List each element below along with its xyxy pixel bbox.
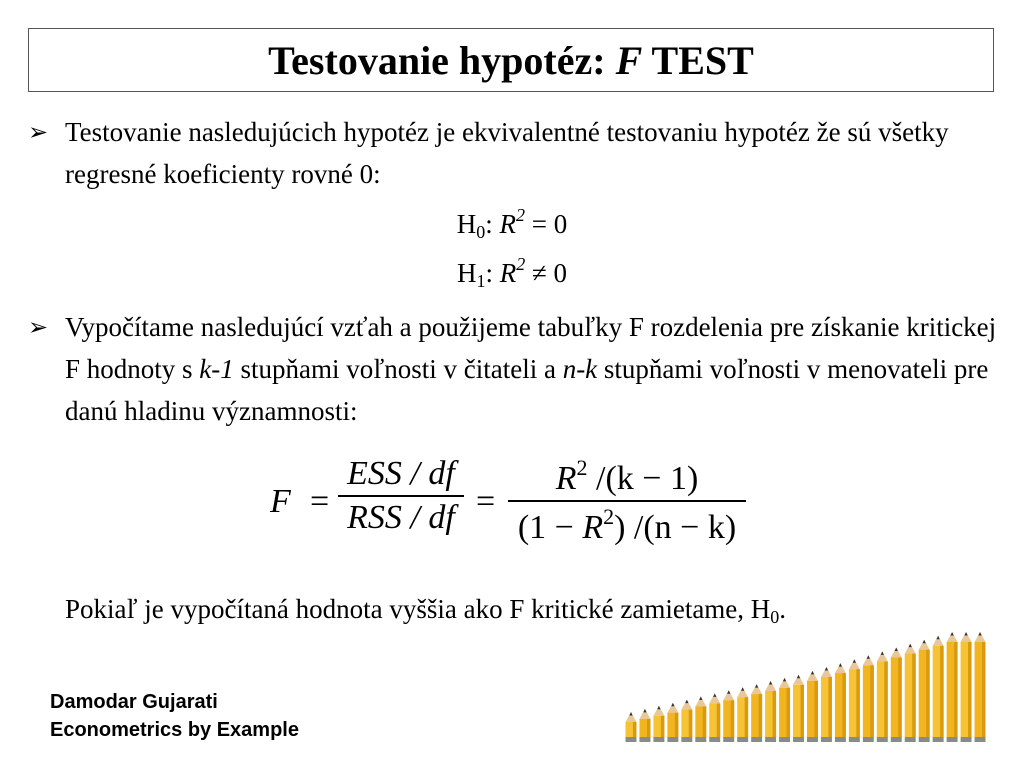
fraction-1-bar xyxy=(338,495,464,497)
pencil-shape xyxy=(975,632,986,742)
pencil-shape xyxy=(933,636,944,742)
hypothesis-h1 xyxy=(0,254,1024,292)
title-italic-f: F xyxy=(615,37,643,83)
pencil-shape xyxy=(807,671,818,742)
conclusion-text xyxy=(65,588,985,630)
fraction-1-denominator: RSS / df xyxy=(347,499,455,536)
slide-title xyxy=(28,28,994,92)
pencil-shape xyxy=(737,687,748,742)
h0-colon: : xyxy=(485,209,500,239)
arrow-bullet-icon: ➢ xyxy=(28,118,49,146)
bullet-item-1 xyxy=(28,111,1003,195)
pencil-shape xyxy=(849,659,860,742)
pencil-shape xyxy=(639,709,650,742)
fraction-2-denominator xyxy=(508,504,746,547)
h1-colon: : xyxy=(485,258,500,288)
pencil-shape xyxy=(947,632,958,742)
source-author: Damodar Gujarati xyxy=(50,691,218,713)
pencil-shape xyxy=(765,681,776,742)
bullet-2-part1: Vypočítame nasledujúcí vzťah a použijeme tabuľky F rozdelenia pre získanie kritickej F hodnoty s xyxy=(65,312,997,384)
pencil-shape xyxy=(667,703,678,742)
fraction-2-num-rest: /(k − 1) xyxy=(587,460,699,497)
formula-equals-2: = xyxy=(476,483,496,520)
pencil-shape xyxy=(905,644,916,742)
h0-letter: H xyxy=(456,209,477,239)
h1-letter: H xyxy=(456,258,477,288)
pencil-shape xyxy=(723,690,734,742)
fraction-2-den-sup: 2 xyxy=(603,504,615,529)
fraction-2-den-rest: ) /(n − k) xyxy=(614,509,737,546)
fraction-2-den-a: (1 − xyxy=(517,509,583,546)
arrow-bullet-icon: ➢ xyxy=(28,313,49,341)
pencil-shape xyxy=(835,663,846,742)
bullet-2-part2: stupňami voľnosti v čitateli a xyxy=(233,354,563,384)
h0-subscript: 0 xyxy=(476,222,486,242)
h0-superscript: 2 xyxy=(516,205,526,225)
title-prefix: Testovanie hypotéz: xyxy=(268,37,616,83)
pencil-shape xyxy=(709,693,720,742)
pencil-shape xyxy=(626,712,637,742)
bullet-1-text: Testovanie nasledujúcich hypotéz je ekvivalentné testovaniu hypotéz že sú všetky regresné koeficienty rovné 0: xyxy=(65,117,949,189)
h0-relation: = 0 xyxy=(525,209,568,239)
pencils-image xyxy=(624,626,987,744)
formula-lhs: F xyxy=(270,483,291,520)
pencil-shape xyxy=(653,706,664,742)
bullet-2-text xyxy=(65,306,1003,432)
pencil-shape xyxy=(751,684,762,742)
h1-relation: ≠ 0 xyxy=(525,258,568,288)
fraction-2-bar xyxy=(508,500,746,502)
h1-superscript: 2 xyxy=(516,254,526,274)
hypothesis-h0 xyxy=(0,205,1024,243)
fraction-2-num-r: R xyxy=(555,460,577,497)
bullet-2-k-minus-1: k-1 xyxy=(199,354,234,384)
source-credit xyxy=(50,688,299,744)
pencil-shape xyxy=(821,667,832,742)
pencil-shape xyxy=(681,700,692,742)
h0-variable: R xyxy=(499,209,517,239)
bullet-2-n-minus-k: n-k xyxy=(562,354,598,384)
pencil-shape xyxy=(961,632,972,742)
fraction-ess-rss xyxy=(338,455,464,537)
bullet-2-part3: stupňami voľnosti v menovateli pre danú hladinu významnosti: xyxy=(65,354,989,426)
conclusion-main: Pokiaľ je vypočítaná hodnota vyššia ako F kritické zamietame, H xyxy=(65,594,771,624)
f-statistic-formula xyxy=(262,455,762,565)
pencil-shape xyxy=(793,675,804,742)
pencil-shape xyxy=(891,648,902,743)
fraction-1-numerator: ESS / df xyxy=(347,455,455,492)
source-book: Econometrics by Example xyxy=(50,719,299,741)
formula-equals-1: = xyxy=(310,483,330,520)
pencil-shape xyxy=(779,678,790,742)
fraction-2-den-r: R xyxy=(582,509,604,546)
fraction-r-squared xyxy=(508,455,746,547)
h1-subscript: 1 xyxy=(476,271,486,291)
pencil-shape xyxy=(877,651,888,742)
conclusion-subscript: 0 xyxy=(770,607,780,627)
pencil-shape xyxy=(863,655,874,742)
bullet-item-2 xyxy=(28,306,1003,432)
pencil-shape xyxy=(695,697,706,743)
fraction-2-num-sup: 2 xyxy=(576,455,588,480)
title-suffix: TEST xyxy=(642,37,754,83)
conclusion-end: . xyxy=(779,594,787,624)
h1-variable: R xyxy=(499,258,517,288)
fraction-2-numerator xyxy=(508,455,746,498)
pencil-shape xyxy=(919,640,930,742)
